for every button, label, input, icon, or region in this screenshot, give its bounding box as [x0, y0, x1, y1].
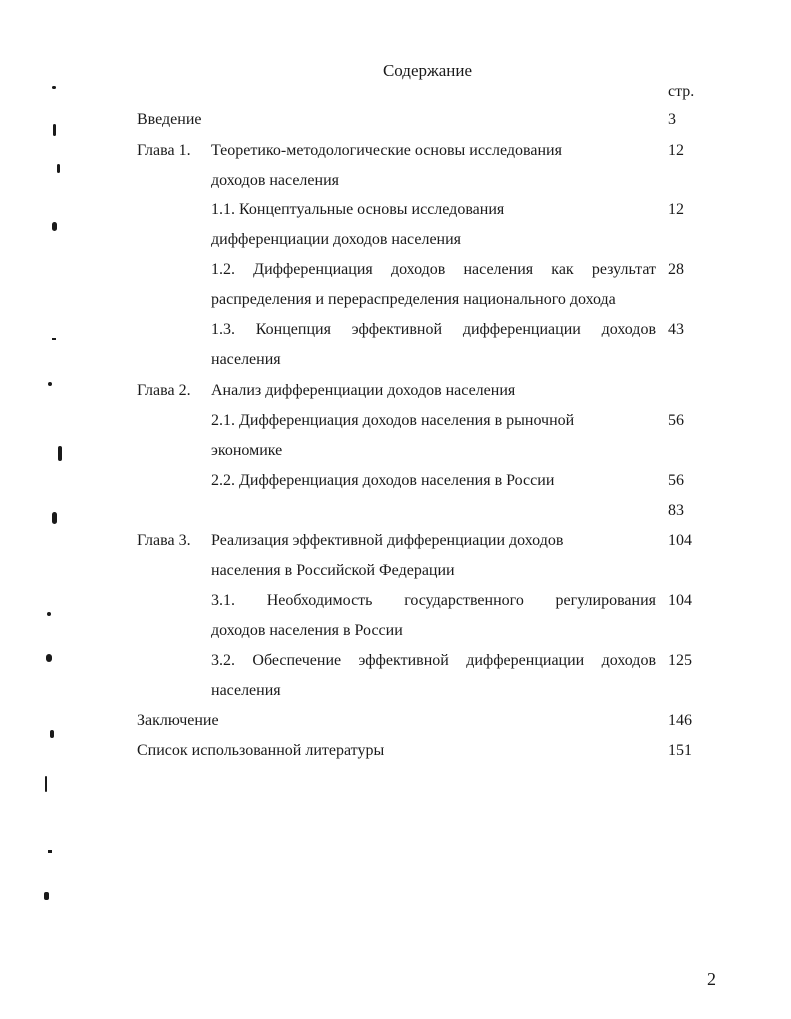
page-number: 2: [707, 969, 716, 989]
toc-section22-line1: 2.2. Дифференциация доходов населения в России: [211, 472, 555, 489]
toc-chapter3-label: Глава 3.: [137, 532, 191, 549]
toc-section31-line1: 3.1. Необходимость государственного регулирования: [211, 592, 656, 609]
toc-section11-line2: дифференциации доходов населения: [211, 231, 462, 248]
toc-section31-line2: доходов населения в России: [211, 622, 403, 639]
toc-chapter3-title-line1: Реализация эффективной дифференциации доходов: [211, 532, 564, 549]
toc-section32-line1: 3.2. Обеспечение эффективной дифференциации доходов: [211, 652, 656, 669]
toc-section11-page: 12: [668, 201, 684, 218]
toc-conclusion-label: Заключение: [137, 712, 219, 729]
toc-section21-line2: экономике: [211, 442, 283, 459]
toc-chapter1-title-line1: Теоретико-методологические основы исследования: [211, 142, 562, 159]
toc-section22-page-extra: 83: [668, 502, 684, 519]
toc-chapter2-title: Анализ дифференциации доходов населения: [211, 382, 516, 399]
toc-section12-line2: распределения и перераспределения национального дохода: [211, 291, 616, 308]
toc-section31-page: 104: [668, 592, 692, 609]
toc-chapter2-label: Глава 2.: [137, 382, 191, 399]
toc-section12-line1: 1.2. Дифференциация доходов населения как результат: [211, 261, 656, 278]
toc-section13-page: 43: [668, 321, 684, 338]
toc-section21-line1: 2.1. Дифференциация доходов населения в рыночной: [211, 412, 575, 429]
toc-chapter1-label: Глава 1.: [137, 142, 191, 159]
toc-chapter3-page: 104: [668, 532, 692, 549]
toc-chapter1-title-line2: доходов населения: [211, 172, 339, 189]
toc-intro-label: Введение: [137, 111, 202, 128]
toc-section32-page: 125: [668, 652, 692, 669]
toc-intro-page: 3: [668, 111, 676, 128]
toc-bibliography-page: 151: [668, 742, 692, 759]
toc-section11-line1: 1.1. Концептуальные основы исследования: [211, 201, 505, 218]
toc-chapter1-page: 12: [668, 142, 684, 159]
toc-section21-page: 56: [668, 412, 684, 429]
page-title: Содержание: [382, 61, 473, 80]
toc-chapter3-title-line2: населения в Российской Федерации: [211, 562, 455, 579]
toc-section12-page: 28: [668, 261, 684, 278]
toc-section22-page: 56: [668, 472, 684, 489]
toc-section13-line2: населения: [211, 351, 281, 368]
toc-conclusion-page: 146: [668, 712, 692, 729]
toc-section32-line2: населения: [211, 682, 281, 699]
page-column-header: стр.: [668, 83, 695, 100]
toc-bibliography-label: Список использованной литературы: [137, 742, 385, 759]
toc-section13-line1: 1.3. Концепция эффективной дифференциации доходов: [211, 321, 656, 338]
